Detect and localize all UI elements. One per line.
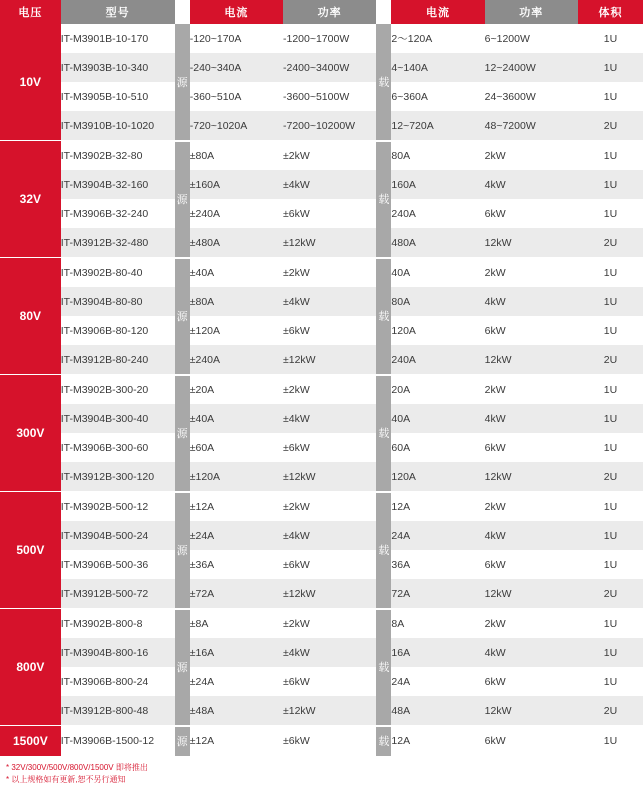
column-header-load-current: 电流 bbox=[391, 0, 484, 24]
cell-load-power: 12kW bbox=[485, 228, 578, 258]
voltage-group-label: 300V bbox=[0, 375, 61, 492]
cell-load-power: 6kW bbox=[485, 726, 578, 756]
cell-source-current: ±20A bbox=[190, 375, 283, 405]
cell-model: IT-M3912B-300-120 bbox=[61, 462, 175, 492]
cell-source-power: ±4kW bbox=[283, 521, 376, 550]
cell-source-current: ±120A bbox=[190, 316, 283, 345]
table-row bbox=[0, 696, 643, 726]
cell-load-power: 6~1200W bbox=[485, 24, 578, 53]
table-row bbox=[0, 521, 643, 550]
table-row bbox=[0, 53, 643, 82]
cell-volume: 1U bbox=[578, 82, 643, 111]
cell-volume: 2U bbox=[578, 462, 643, 492]
cell-load-current: 6~360A bbox=[391, 82, 484, 111]
cell-load-current: 48A bbox=[391, 696, 484, 726]
column-header-source-power: 功率 bbox=[283, 0, 376, 24]
cell-load-current: 60A bbox=[391, 433, 484, 462]
cell-volume: 1U bbox=[578, 550, 643, 579]
table-row bbox=[0, 287, 643, 316]
cell-volume: 1U bbox=[578, 638, 643, 667]
cell-load-current: 40A bbox=[391, 404, 484, 433]
voltage-group-label: 800V bbox=[0, 609, 61, 726]
cell-load-current: 12A bbox=[391, 726, 484, 756]
cell-source-power: ±2kW bbox=[283, 609, 376, 639]
cell-volume: 1U bbox=[578, 53, 643, 82]
cell-source-power: ±6kW bbox=[283, 316, 376, 345]
cell-volume: 1U bbox=[578, 521, 643, 550]
cell-volume: 2U bbox=[578, 345, 643, 375]
cell-load-current: 80A bbox=[391, 287, 484, 316]
cell-model: IT-M3901B-10-170 bbox=[61, 24, 175, 53]
cell-model: IT-M3902B-300-20 bbox=[61, 375, 175, 405]
cell-source-power: ±6kW bbox=[283, 726, 376, 756]
cell-load-power: 12kW bbox=[485, 696, 578, 726]
cell-source-power: ±12kW bbox=[283, 345, 376, 375]
cell-source-current: ±80A bbox=[190, 141, 283, 171]
voltage-group-label: 500V bbox=[0, 492, 61, 609]
source-band-label: 源 bbox=[175, 258, 190, 375]
cell-source-current: ±240A bbox=[190, 199, 283, 228]
cell-load-current: 12~720A bbox=[391, 111, 484, 141]
cell-model: IT-M3904B-500-24 bbox=[61, 521, 175, 550]
cell-load-power: 6kW bbox=[485, 550, 578, 579]
cell-source-current: ±40A bbox=[190, 258, 283, 288]
cell-source-power: ±12kW bbox=[283, 228, 376, 258]
cell-source-current: ±16A bbox=[190, 638, 283, 667]
cell-load-current: 4~140A bbox=[391, 53, 484, 82]
cell-source-power: -7200~10200W bbox=[283, 111, 376, 141]
cell-load-power: 2kW bbox=[485, 492, 578, 522]
column-header-volume: 体积 bbox=[578, 0, 643, 24]
cell-load-power: 12kW bbox=[485, 579, 578, 609]
cell-load-current: 12A bbox=[391, 492, 484, 522]
cell-volume: 1U bbox=[578, 141, 643, 171]
cell-load-current: 40A bbox=[391, 258, 484, 288]
table-row bbox=[0, 316, 643, 345]
voltage-group-label: 10V bbox=[0, 24, 61, 141]
column-header-model: 型号 bbox=[61, 0, 175, 24]
table-row bbox=[0, 199, 643, 228]
cell-load-current: 72A bbox=[391, 579, 484, 609]
cell-load-current: 120A bbox=[391, 316, 484, 345]
table-row bbox=[0, 492, 643, 522]
header-row bbox=[0, 0, 643, 24]
header-spacer-source bbox=[175, 0, 190, 24]
cell-model: IT-M3912B-500-72 bbox=[61, 579, 175, 609]
cell-load-current: 36A bbox=[391, 550, 484, 579]
cell-volume: 1U bbox=[578, 375, 643, 405]
cell-source-current: ±8A bbox=[190, 609, 283, 639]
cell-load-power: 12kW bbox=[485, 462, 578, 492]
cell-load-current: 480A bbox=[391, 228, 484, 258]
load-band-label: 载 bbox=[376, 726, 391, 756]
cell-load-power: 4kW bbox=[485, 287, 578, 316]
footnote-2: * 以上规格如有更新,恕不另行通知 bbox=[6, 775, 126, 785]
cell-load-current: 24A bbox=[391, 667, 484, 696]
cell-load-power: 48~7200W bbox=[485, 111, 578, 141]
table-row bbox=[0, 170, 643, 199]
cell-source-power: ±2kW bbox=[283, 258, 376, 288]
cell-source-current: ±36A bbox=[190, 550, 283, 579]
table-row bbox=[0, 550, 643, 579]
table-row bbox=[0, 609, 643, 639]
load-band-label: 载 bbox=[376, 375, 391, 492]
cell-source-current: ±72A bbox=[190, 579, 283, 609]
cell-load-power: 4kW bbox=[485, 638, 578, 667]
cell-source-power: ±12kW bbox=[283, 579, 376, 609]
column-header-load-power: 功率 bbox=[485, 0, 578, 24]
table-row bbox=[0, 579, 643, 609]
cell-load-power: 12kW bbox=[485, 345, 578, 375]
cell-volume: 2U bbox=[578, 111, 643, 141]
cell-source-current: ±24A bbox=[190, 521, 283, 550]
cell-load-power: 2kW bbox=[485, 141, 578, 171]
cell-volume: 1U bbox=[578, 726, 643, 756]
table-row bbox=[0, 726, 643, 756]
load-band-label: 载 bbox=[376, 258, 391, 375]
cell-model: IT-M3912B-80-240 bbox=[61, 345, 175, 375]
voltage-group-label: 32V bbox=[0, 141, 61, 258]
cell-load-current: 20A bbox=[391, 375, 484, 405]
cell-source-current: -120~170A bbox=[190, 24, 283, 53]
cell-model: IT-M3904B-300-40 bbox=[61, 404, 175, 433]
cell-load-power: 2kW bbox=[485, 375, 578, 405]
column-header-source-current: 电流 bbox=[190, 0, 283, 24]
cell-load-current: 2～120A bbox=[391, 24, 484, 53]
cell-model: IT-M3902B-32-80 bbox=[61, 141, 175, 171]
cell-source-power: ±4kW bbox=[283, 170, 376, 199]
cell-source-current: -240~340A bbox=[190, 53, 283, 82]
cell-volume: 1U bbox=[578, 433, 643, 462]
voltage-group-label: 80V bbox=[0, 258, 61, 375]
cell-source-current: ±160A bbox=[190, 170, 283, 199]
cell-model: IT-M3902B-80-40 bbox=[61, 258, 175, 288]
cell-load-current: 24A bbox=[391, 521, 484, 550]
cell-load-power: 6kW bbox=[485, 667, 578, 696]
cell-source-power: ±2kW bbox=[283, 375, 376, 405]
cell-source-power: ±6kW bbox=[283, 550, 376, 579]
cell-load-power: 6kW bbox=[485, 316, 578, 345]
source-band-label: 源 bbox=[175, 375, 190, 492]
cell-model: IT-M3906B-1500-12 bbox=[61, 726, 175, 756]
cell-source-power: ±6kW bbox=[283, 433, 376, 462]
table-row bbox=[0, 82, 643, 111]
cell-load-current: 80A bbox=[391, 141, 484, 171]
cell-source-current: ±60A bbox=[190, 433, 283, 462]
cell-model: IT-M3903B-10-340 bbox=[61, 53, 175, 82]
cell-model: IT-M3904B-800-16 bbox=[61, 638, 175, 667]
cell-source-current: ±12A bbox=[190, 726, 283, 756]
cell-volume: 1U bbox=[578, 287, 643, 316]
cell-model: IT-M3910B-10-1020 bbox=[61, 111, 175, 141]
cell-model: IT-M3902B-500-12 bbox=[61, 492, 175, 522]
cell-load-power: 6kW bbox=[485, 199, 578, 228]
cell-source-current: ±240A bbox=[190, 345, 283, 375]
source-band-label: 源 bbox=[175, 492, 190, 609]
cell-source-power: ±2kW bbox=[283, 492, 376, 522]
table-row bbox=[0, 228, 643, 258]
load-band-label: 载 bbox=[376, 492, 391, 609]
cell-model: IT-M3904B-32-160 bbox=[61, 170, 175, 199]
cell-model: IT-M3905B-10-510 bbox=[61, 82, 175, 111]
cell-volume: 2U bbox=[578, 579, 643, 609]
cell-source-current: ±40A bbox=[190, 404, 283, 433]
table-row bbox=[0, 258, 643, 288]
cell-volume: 1U bbox=[578, 199, 643, 228]
cell-volume: 1U bbox=[578, 667, 643, 696]
cell-source-power: -2400~3400W bbox=[283, 53, 376, 82]
cell-source-current: ±80A bbox=[190, 287, 283, 316]
table-row bbox=[0, 375, 643, 405]
table-row bbox=[0, 462, 643, 492]
source-band-label: 源 bbox=[175, 141, 190, 258]
table-row bbox=[0, 667, 643, 696]
cell-source-current: -360~510A bbox=[190, 82, 283, 111]
load-band-label: 载 bbox=[376, 141, 391, 258]
cell-model: IT-M3912B-32-480 bbox=[61, 228, 175, 258]
cell-model: IT-M3906B-32-240 bbox=[61, 199, 175, 228]
cell-model: IT-M3904B-80-80 bbox=[61, 287, 175, 316]
table-row bbox=[0, 24, 643, 53]
cell-volume: 1U bbox=[578, 258, 643, 288]
load-band-label: 载 bbox=[376, 24, 391, 141]
table-body bbox=[0, 24, 643, 756]
cell-source-power: ±6kW bbox=[283, 667, 376, 696]
column-header-voltage: 电压 bbox=[0, 0, 61, 24]
cell-source-power: ±12kW bbox=[283, 696, 376, 726]
table-row bbox=[0, 111, 643, 141]
header-spacer-load bbox=[376, 0, 391, 24]
cell-volume: 2U bbox=[578, 696, 643, 726]
table-row bbox=[0, 345, 643, 375]
cell-model: IT-M3906B-500-36 bbox=[61, 550, 175, 579]
cell-load-current: 8A bbox=[391, 609, 484, 639]
cell-load-power: 12~2400W bbox=[485, 53, 578, 82]
cell-load-power: 2kW bbox=[485, 258, 578, 288]
cell-model: IT-M3902B-800-8 bbox=[61, 609, 175, 639]
cell-source-power: ±4kW bbox=[283, 404, 376, 433]
cell-volume: 1U bbox=[578, 316, 643, 345]
cell-load-power: 24~3600W bbox=[485, 82, 578, 111]
voltage-group-label: 1500V bbox=[0, 726, 61, 756]
cell-source-current: ±12A bbox=[190, 492, 283, 522]
cell-source-power: ±4kW bbox=[283, 638, 376, 667]
cell-model: IT-M3906B-800-24 bbox=[61, 667, 175, 696]
cell-volume: 1U bbox=[578, 404, 643, 433]
cell-load-power: 4kW bbox=[485, 404, 578, 433]
footnote-1: * 32V/300V/500V/800V/1500V 即将推出 bbox=[6, 763, 148, 772]
source-band-label: 源 bbox=[175, 726, 190, 756]
cell-volume: 1U bbox=[578, 609, 643, 639]
cell-source-current: ±120A bbox=[190, 462, 283, 492]
cell-source-power: ±4kW bbox=[283, 287, 376, 316]
cell-load-current: 120A bbox=[391, 462, 484, 492]
cell-load-power: 6kW bbox=[485, 433, 578, 462]
cell-source-current: -720~1020A bbox=[190, 111, 283, 141]
cell-load-current: 240A bbox=[391, 345, 484, 375]
cell-load-current: 16A bbox=[391, 638, 484, 667]
cell-source-power: ±2kW bbox=[283, 141, 376, 171]
cell-model: IT-M3912B-800-48 bbox=[61, 696, 175, 726]
table-row bbox=[0, 141, 643, 171]
cell-source-power: ±12kW bbox=[283, 462, 376, 492]
cell-volume: 1U bbox=[578, 24, 643, 53]
table-row bbox=[0, 638, 643, 667]
table-header bbox=[0, 0, 643, 24]
cell-source-current: ±480A bbox=[190, 228, 283, 258]
cell-model: IT-M3906B-80-120 bbox=[61, 316, 175, 345]
cell-load-power: 4kW bbox=[485, 521, 578, 550]
source-band-label: 源 bbox=[175, 24, 190, 141]
table-row bbox=[0, 433, 643, 462]
cell-load-power: 4kW bbox=[485, 170, 578, 199]
cell-model: IT-M3906B-300-60 bbox=[61, 433, 175, 462]
load-band-label: 载 bbox=[376, 609, 391, 726]
cell-source-power: ±6kW bbox=[283, 199, 376, 228]
source-band-label: 源 bbox=[175, 609, 190, 726]
cell-source-power: -1200~1700W bbox=[283, 24, 376, 53]
table-row bbox=[0, 404, 643, 433]
cell-volume: 2U bbox=[578, 228, 643, 258]
cell-source-power: -3600~5100W bbox=[283, 82, 376, 111]
cell-source-current: ±24A bbox=[190, 667, 283, 696]
cell-load-power: 2kW bbox=[485, 609, 578, 639]
cell-volume: 1U bbox=[578, 170, 643, 199]
cell-load-current: 160A bbox=[391, 170, 484, 199]
cell-source-current: ±48A bbox=[190, 696, 283, 726]
footnotes bbox=[0, 756, 643, 787]
cell-load-current: 240A bbox=[391, 199, 484, 228]
cell-volume: 1U bbox=[578, 492, 643, 522]
